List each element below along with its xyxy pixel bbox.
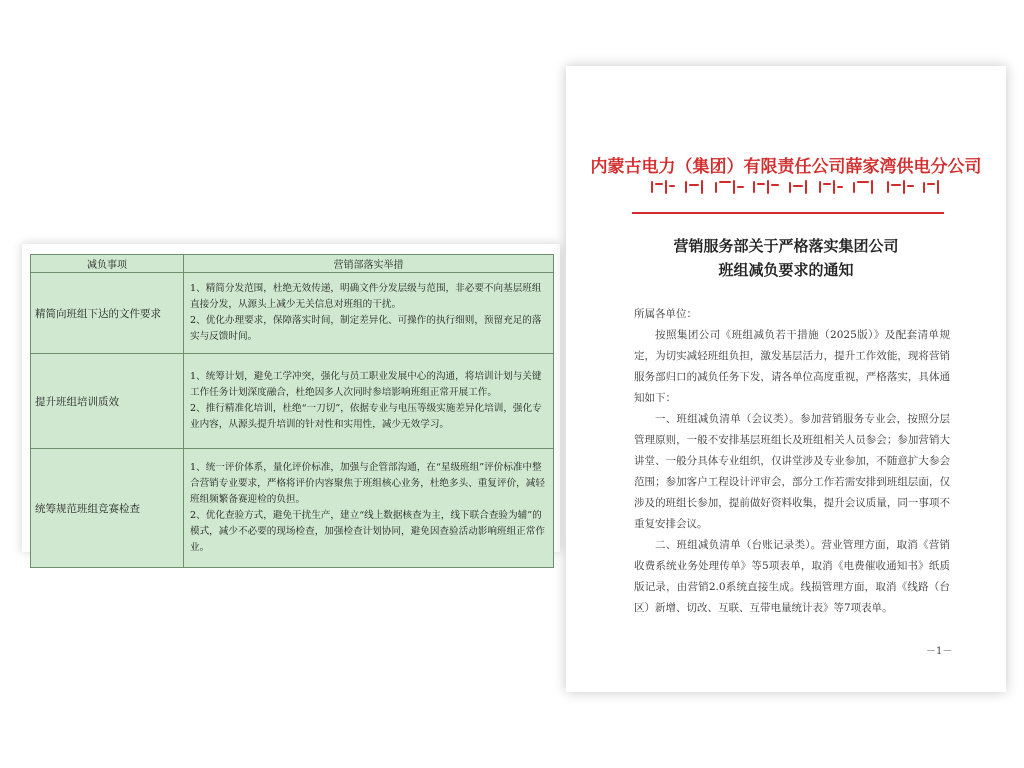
table-row (31, 354, 554, 449)
table-row (31, 449, 554, 568)
measure-text: 1、精简分发范围，杜绝无效传递，明确文件分发层级与范围，非必要不向基层班组直接分发，从源头上减少无关信息对班组的干扰。 (190, 283, 542, 310)
table-header-row (31, 255, 554, 273)
notice-salutation: 所属各单位： (634, 308, 697, 320)
row-item: 统筹规范班组竞赛检查 (31, 449, 184, 568)
measure-text: 1、统一评价体系，量化评价标准，加强与企管部沟通，在“星级班组”评价标准中整合营销专业要求，严格将评价内容聚焦于班组核心业务，杜绝多头、重复评价，减轻班组频繁备赛迎检的负担。 (190, 462, 545, 505)
mongolian-script-line-icon (644, 178, 944, 196)
row-item: 精简向班组下达的文件要求 (31, 273, 184, 354)
notice-document-card (566, 66, 1006, 692)
row-measures (184, 449, 554, 568)
notice-page (574, 76, 998, 682)
table-row (31, 273, 554, 354)
burden-reduction-table (30, 254, 554, 568)
measure-text: 1、统筹计划，避免工学冲突，强化与员工职业发展中心的沟通，将培训计划与关键工作任务计划深度融合，杜绝因多人次同时参培影响班组正常开展工作。 (190, 371, 542, 398)
letterhead-org-name: 内蒙古电力（集团）有限责任公司薛家湾供电分公司 (590, 157, 982, 177)
notice-body (634, 304, 950, 619)
header-item: 减负事项 (31, 255, 184, 273)
notice-title-line: 班组减负要求的通知 (718, 261, 854, 279)
measures-table-card (22, 244, 560, 552)
notice-paragraph: 一、班组减负清单（会议类）。参加营销服务专业会，按照分层管理原则，一般不安排基层班组长及班组相关人员参会；参加营销大讲堂、一般分具体专业组织，仅讲堂涉及专业参加，不随意扩大参会范围；参加客户工程设计评审会，部分工作若需安排到班组层面，仅涉及的班组长参加，提前做好资料收集，提升会议质量，同一事项不重复安排会议。 (634, 413, 950, 530)
header-measures: 营销部落实举措 (184, 255, 554, 273)
notice-title-line: 营销服务部关于严格落实集团公司 (673, 237, 899, 255)
row-item: 提升班组培训质效 (31, 354, 184, 449)
measure-text: 2、优化查验方式，避免干扰生产，建立“线上数据核查为主，线下联合查验为辅”的模式，减少不必要的现场检查，加强检查计划协同，避免因查验活动影响班组正常作业。 (190, 510, 545, 553)
letterhead-red-rule (632, 212, 944, 214)
notice-paragraph: 二、班组减负清单（台账记录类）。营业管理方面，取消《营销收费系统业务处理传单》等5项表单，取消《电费催收通知书》纸质版记录，由营销2.0系统直接生成。线损管理方面，取消《线路（台区）新增、切改、互联、互带电量统计表》等7项表单。 (634, 539, 950, 614)
row-measures (184, 273, 554, 354)
measure-text: 2、优化办理要求，保障落实时间，制定差异化、可操作的执行细则，预留充足的落实与反馈时间。 (190, 315, 542, 342)
measure-text: 2、推行精准化培训，杜绝“一刀切”，依据专业与电压等级实施差异化培训，强化专业内容，从源头提升培训的针对性和实用性，减少无效学习。 (190, 403, 542, 430)
page-number: －1－ (926, 646, 953, 657)
row-measures (184, 354, 554, 449)
notice-paragraph: 按照集团公司《班组减负若干措施（2025版）》及配套清单规定，为切实减轻班组负担，激发基层活力，提升工作效能，现将营销服务部归口的减负任务下发，请各单位高度重视，严格落实，具体通知如下： (634, 329, 950, 404)
notice-title (574, 234, 998, 282)
